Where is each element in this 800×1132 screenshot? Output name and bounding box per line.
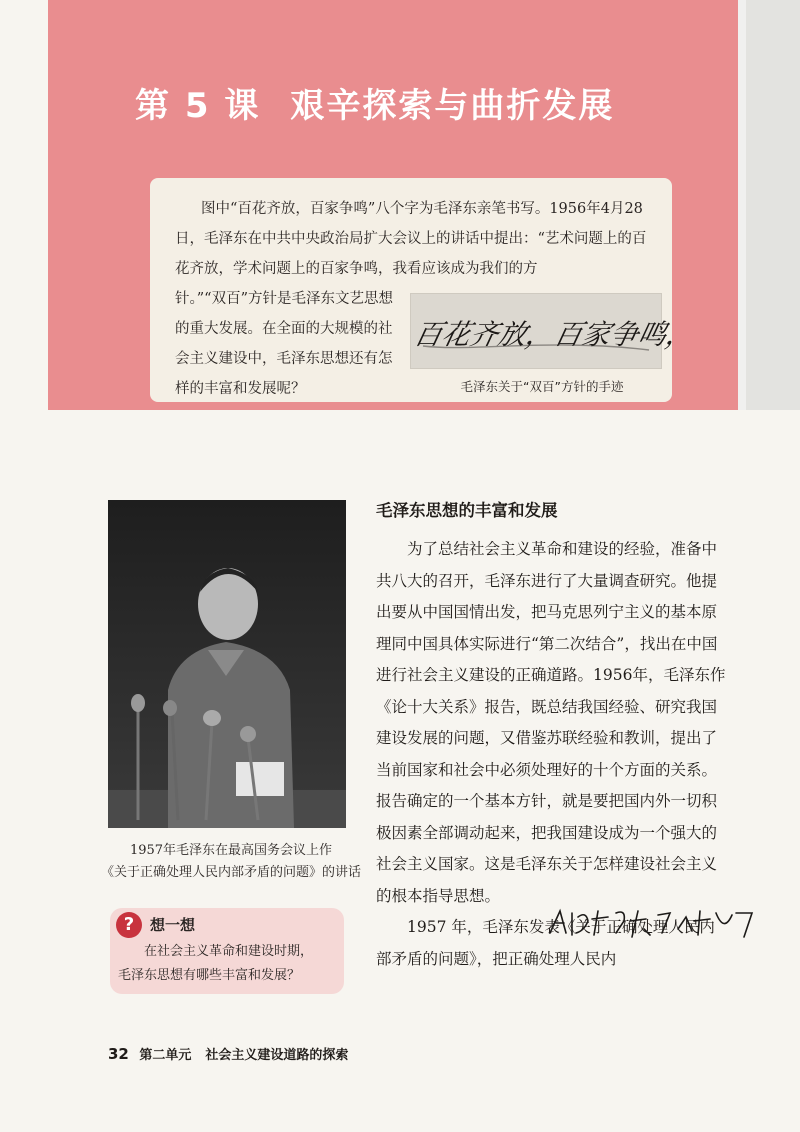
handwritten-note xyxy=(546,903,758,943)
intro-paragraph: 图中“百花齐放，百家争鸣”八个字为毛泽东亲笔书写。1956年4月28日，毛泽东在中共中央政治局扩大会议上的讲话中提出：“艺术问题上的百花齐放，学术问题上的百家争鸣，我看应该成为我们的方 xyxy=(175,201,647,277)
unit-label: 第二单元 xyxy=(139,1048,192,1063)
calligraphy-caption: 毛泽东关于“双百”方针的手迹 xyxy=(460,379,624,394)
photo-caption xyxy=(100,840,362,884)
header-edge xyxy=(738,0,800,410)
question-icon: ? xyxy=(116,912,142,938)
calligraphy-image xyxy=(410,293,698,369)
unit-title: 社会主义建设道路的探索 xyxy=(205,1048,349,1063)
section-title: 毛泽东思想的丰富和发展 xyxy=(376,501,558,520)
lesson-number: 第 5 课 xyxy=(135,86,261,126)
body-paragraph-2: 1957 年，毛泽东发表《关于正确处理人民内部矛盾的问题》，把正确处理人民内 xyxy=(376,918,715,968)
photo-caption-line1: 1957年毛泽东在最高国务会议上作 xyxy=(129,843,333,858)
think-line1: 在社会主义革命和建设时期， xyxy=(144,944,314,959)
photo-caption-line2: 《关于正确处理人民内部矛盾的问题》的讲话 xyxy=(100,865,361,880)
intro-paragraph-continued: 针。”“双百”方针是毛泽东文艺思想的重大发展。在全面的大规模的社会主义建设中，毛泽东思想还有怎样的丰富和发展呢？ xyxy=(175,291,393,397)
think-line2: 毛泽东思想有哪些丰富和发展？ xyxy=(118,968,301,983)
page-footer xyxy=(108,1044,348,1063)
think-question xyxy=(118,940,340,988)
calligraphy-text: 百花齐放，百家争鸣， xyxy=(410,318,698,351)
think-title: 想一想 xyxy=(150,916,196,934)
lesson-name: 艰辛探索与曲折发展 xyxy=(290,86,615,126)
historical-photo xyxy=(108,500,346,828)
lesson-title xyxy=(135,78,614,127)
body-paragraph-1: 为了总结社会主义革命和建设的经验，准备中共八大的召开，毛泽东进行了大量调查研究。他提出要从中国国情出发，把马克思列宁主义的基本原理同中国具体实际进行“第二次结合”，找出在中国进行社会主义建设的正确道路。1956年，毛泽东作《论十大关系》报告，既总结我国经验、研究我国建设发展的问题，又借鉴苏联经验和教训，提出了当前国家和社会中必须处理好的十个方面的关系。报告确定的一个基本方针，就是要把国内外一切积极因素全部调动起来，把我国建设成为一个强大的社会主义国家。这是毛泽东关于怎样建设社会主义的根本指导思想。 xyxy=(376,540,726,905)
page-number: 32 xyxy=(108,1045,129,1063)
handwritten-note-text: 开路与动力（工业化） xyxy=(546,941,556,942)
